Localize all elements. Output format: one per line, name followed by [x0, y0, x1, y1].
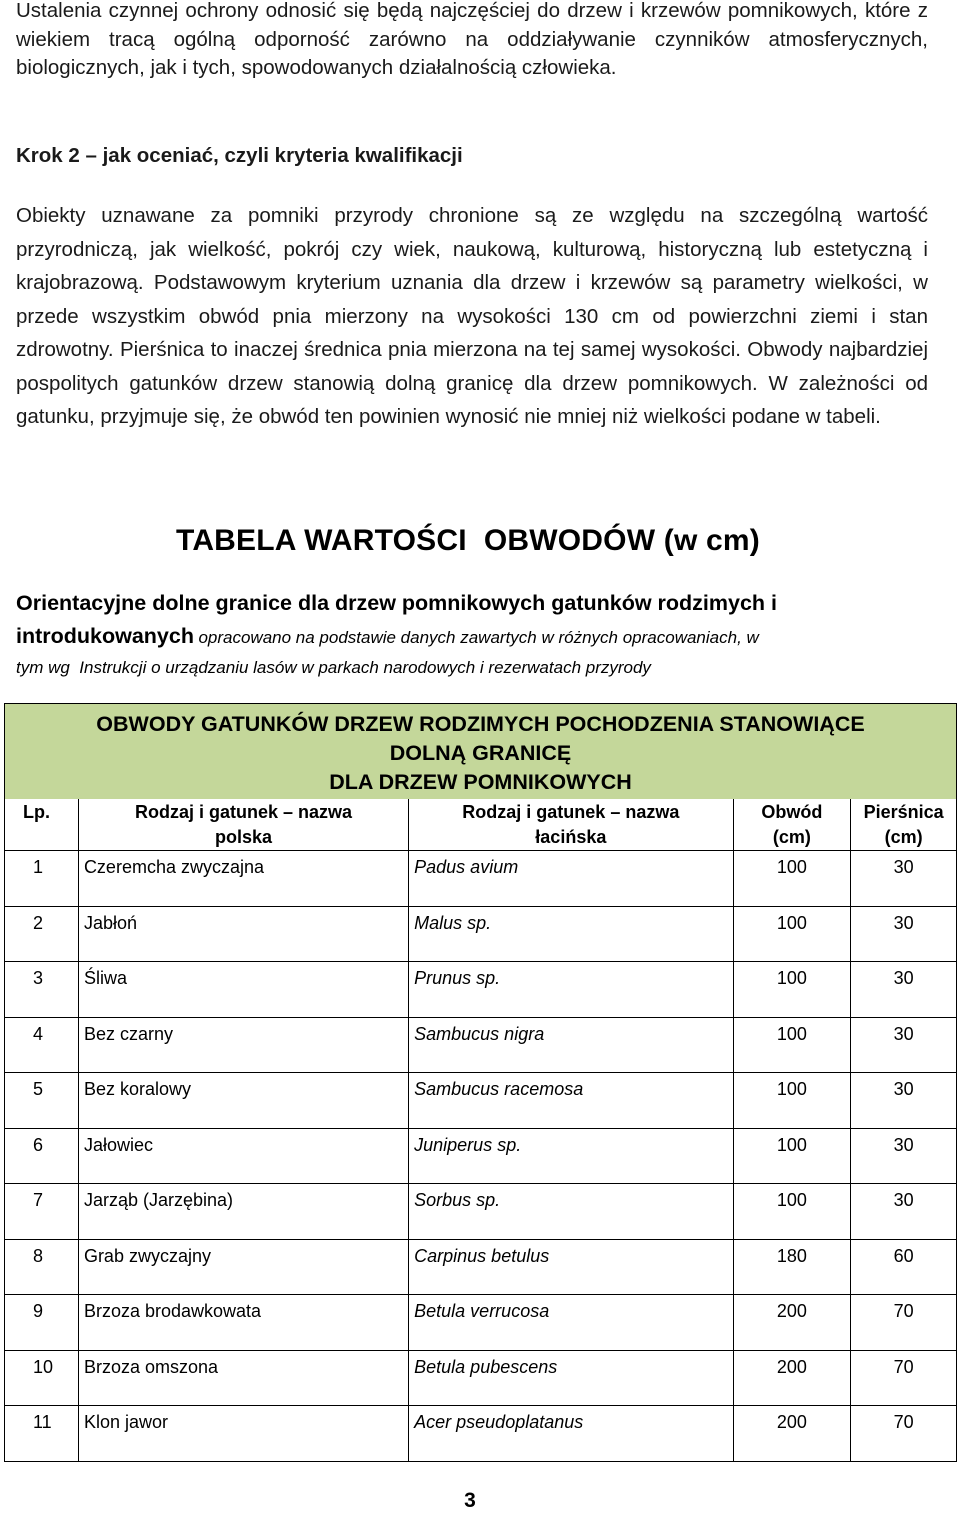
column-header-polish-name: Rodzaj i gatunek – nazwa polska	[78, 799, 408, 851]
cell-dbh: 30	[851, 1128, 957, 1184]
cell-polish-name: Klon jawor	[78, 1406, 408, 1462]
cell-latin-name: Acer pseudoplatanus	[409, 1406, 733, 1462]
cell-circumference: 100	[733, 1017, 851, 1073]
cell-lp: 3	[5, 962, 79, 1018]
cell-latin-name: Sambucus racemosa	[409, 1073, 733, 1129]
cell-latin-name: Carpinus betulus	[409, 1239, 733, 1295]
table-row	[5, 1406, 957, 1462]
cell-latin-name: Betula pubescens	[409, 1350, 733, 1406]
subtitle-italic-1: opracowano na podstawie danych zawartych w różnych opracowaniach, w	[198, 628, 759, 647]
cell-lp: 11	[5, 1406, 79, 1462]
step-heading: Krok 2 – jak oceniać, czyli kryteria kwalifikacji	[16, 144, 463, 167]
cell-polish-name: Brzoza omszona	[78, 1350, 408, 1406]
table-row	[5, 906, 957, 962]
cell-latin-name: Juniperus sp.	[409, 1128, 733, 1184]
table-row	[5, 1295, 957, 1351]
subtitle-bold: Orientacyjne dolne granice dla drzew pomnikowych gatunków rodzimych i introdukowanych	[16, 591, 778, 648]
cell-dbh: 30	[851, 1073, 957, 1129]
cell-dbh: 30	[851, 1017, 957, 1073]
cell-polish-name: Grab zwyczajny	[78, 1239, 408, 1295]
cell-lp: 6	[5, 1128, 79, 1184]
cell-polish-name: Jałowiec	[78, 1128, 408, 1184]
cell-polish-name: Bez koralowy	[78, 1073, 408, 1129]
cell-circumference: 100	[733, 962, 851, 1018]
cell-lp: 7	[5, 1184, 79, 1240]
cell-dbh: 60	[851, 1239, 957, 1295]
table-row	[5, 851, 957, 907]
subtitle-italic-2: tym wg Instrukcji o urządzaniu lasów w parkach narodowych i rezerwatach przyrody	[16, 658, 651, 677]
cell-circumference: 100	[733, 1073, 851, 1129]
cell-lp: 5	[5, 1073, 79, 1129]
table-row	[5, 1017, 957, 1073]
column-header-dbh: Pierśnica (cm)	[851, 799, 957, 851]
table-row	[5, 1350, 957, 1406]
cell-dbh: 30	[851, 851, 957, 907]
cell-circumference: 180	[733, 1239, 851, 1295]
table-row	[5, 962, 957, 1018]
cell-dbh: 70	[851, 1406, 957, 1462]
cell-polish-name: Jabłoń	[78, 906, 408, 962]
cell-lp: 9	[5, 1295, 79, 1351]
table-caption-line: DLA DRZEW POMNIKOWYCH	[329, 770, 632, 794]
table-caption-line: DOLNĄ GRANICĘ	[389, 741, 572, 765]
cell-dbh: 30	[851, 1184, 957, 1240]
cell-circumference: 100	[733, 1184, 851, 1240]
cell-latin-name: Malus sp.	[409, 906, 733, 962]
cell-circumference: 100	[733, 851, 851, 907]
cell-latin-name: Betula verrucosa	[409, 1295, 733, 1351]
cell-polish-name: Brzoza brodawkowata	[78, 1295, 408, 1351]
cell-latin-name: Sorbus sp.	[409, 1184, 733, 1240]
column-header-lp: Lp.	[5, 799, 79, 851]
table-caption-line: OBWODY GATUNKÓW DRZEW RODZIMYCH POCHODZENIA STANOWIĄCE	[96, 712, 865, 736]
cell-dbh: 70	[851, 1350, 957, 1406]
cell-circumference: 200	[733, 1406, 851, 1462]
cell-circumference: 200	[733, 1350, 851, 1406]
column-header-circumference: Obwód (cm)	[733, 799, 851, 851]
cell-lp: 10	[5, 1350, 79, 1406]
cell-polish-name: Bez czarny	[78, 1017, 408, 1073]
column-header-latin-name: Rodzaj i gatunek – nazwa łacińska	[409, 799, 733, 851]
table-row	[5, 1073, 957, 1129]
cell-polish-name: Śliwa	[78, 962, 408, 1018]
cell-circumference: 100	[733, 1128, 851, 1184]
cell-latin-name: Padus avium	[409, 851, 733, 907]
table-caption	[5, 704, 957, 800]
cell-circumference: 200	[733, 1295, 851, 1351]
criteria-paragraph: Obiekty uznawane za pomniki przyrody chronione są ze względu na szczególną wartość przyrodniczą, jak wielkość, pokrój czy wiek, naukową, kulturową, historyczną lub estetyczną i krajobrazową. Podstawowym kryterium uznania dla drzew i krzewów są parametry wielkości, w przede wszystkim obwód pnia mierzony na wysokości 130 cm od powierzchni ziemi i stan zdrowotny. Pierśnica to inaczej średnica pnia mierzona na tej samej wysokości. Obwody najbardziej pospolitych gatunków drzew stanowią dolną granicę dla drzew pomnikowych. W zależności od gatunku, przyjmuje się, że obwód ten powinien wynosić nie mniej niż wielkości podane w tabeli.	[16, 204, 928, 428]
table-header-row	[5, 799, 957, 851]
page-number: 3	[464, 1489, 476, 1512]
table-row	[5, 1184, 957, 1240]
cell-dbh: 30	[851, 962, 957, 1018]
cell-polish-name: Jarząb (Jarzębina)	[78, 1184, 408, 1240]
cell-lp: 4	[5, 1017, 79, 1073]
cell-circumference: 100	[733, 906, 851, 962]
intro-paragraph: Ustalenia czynnej ochrony odnosić się będą najczęściej do drzew i krzewów pomnikowych, które z wiekiem tracą ogólną odporność zarówno na oddziaływanie czynników atmosferycznych, biologicznych, jak i tych, spowodowanych działalnością człowieka.	[16, 0, 928, 79]
cell-lp: 2	[5, 906, 79, 962]
cell-latin-name: Prunus sp.	[409, 962, 733, 1018]
cell-polish-name: Czeremcha zwyczajna	[78, 851, 408, 907]
cell-dbh: 30	[851, 906, 957, 962]
table-row	[5, 1239, 957, 1295]
table-row	[5, 1128, 957, 1184]
cell-lp: 1	[5, 851, 79, 907]
cell-latin-name: Sambucus nigra	[409, 1017, 733, 1073]
cell-lp: 8	[5, 1239, 79, 1295]
tree-circumference-table	[4, 703, 957, 1462]
table-subtitle	[16, 588, 936, 682]
table-title: TABELA WARTOŚCI OBWODÓW (w cm)	[176, 524, 760, 557]
cell-dbh: 70	[851, 1295, 957, 1351]
